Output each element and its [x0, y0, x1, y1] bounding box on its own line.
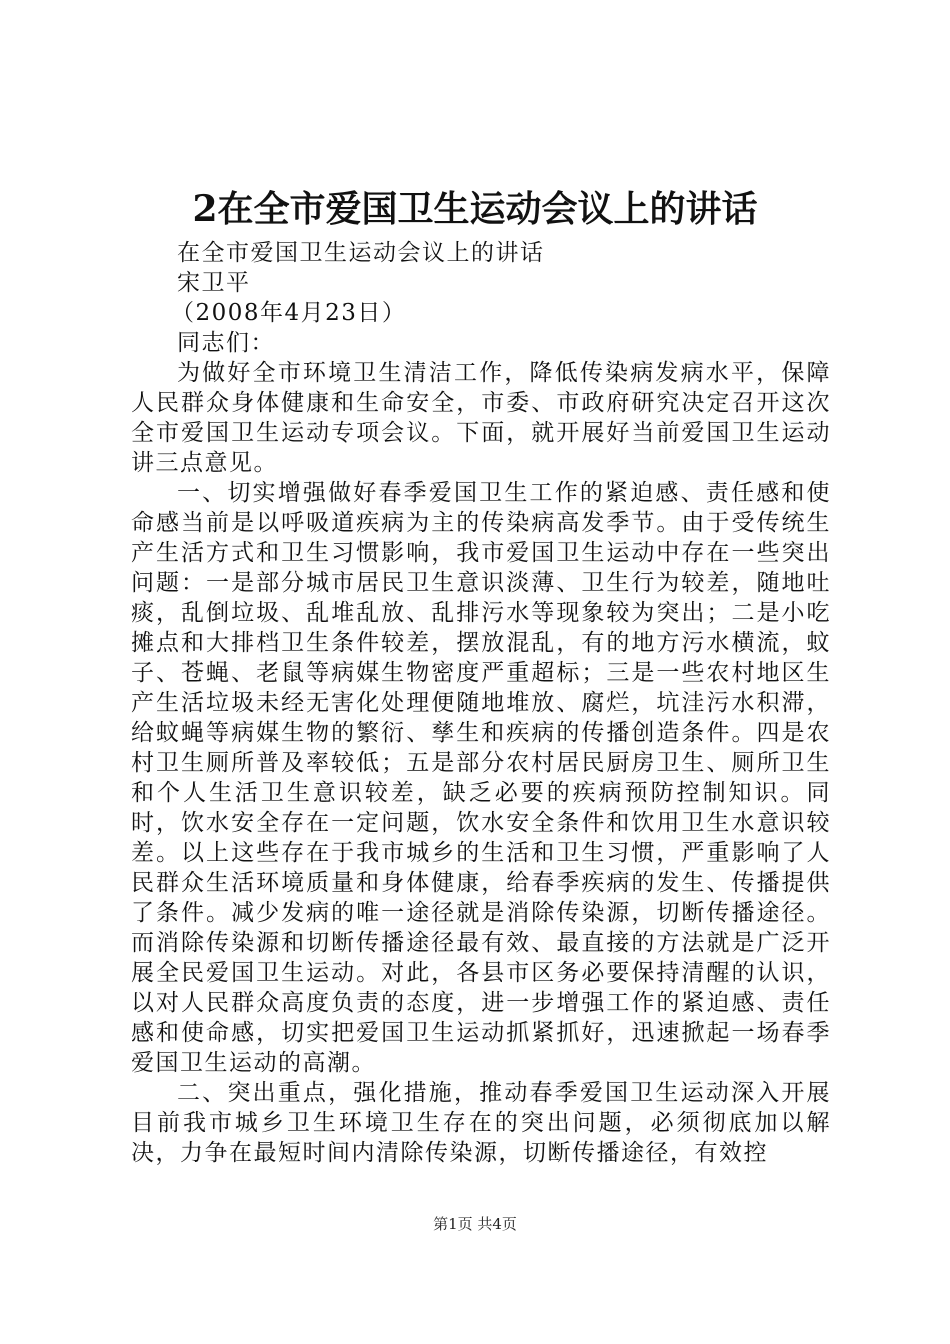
- speech-date: （2008年4月23日）: [171, 300, 407, 326]
- page-footer: 第1页 共4页: [433, 1215, 517, 1233]
- document-body: [131, 238, 831, 1168]
- body-paragraph: 为做好全市环境卫生清洁工作，降低传染病发病水平，保障人民群众身体健康和生命安全，市委、市政府研究决定召开这次全市爱国卫生运动专项会议。下面，就开展好当前爱国卫生运动讲三点意见。: [131, 360, 831, 476]
- body-paragraph: 二、突出重点，强化措施，推动春季爱国卫生运动深入开展目前我市城乡卫生环境卫生存在的突出问题，必须彻底加以解决，力争在最短时间内清除传染源，切断传播途径，有效控: [131, 1080, 831, 1166]
- body-paragraph: 一、切实增强做好春季爱国卫生工作的紧迫感、责任感和使命感当前是以呼吸道疾病为主的传染病高发季节。由于受传统生产生活方式和卫生习惯影响，我市爱国卫生运动中存在一些突出问题：一是部分城市居民卫生意识淡薄、卫生行为较差，随地吐痰，乱倒垃圾、乱堆乱放、乱排污水等现象较为突出；二是小吃摊点和大排档卫生条件较差，摆放混乱，有的地方污水横流，蚊子、苍蝇、老鼠等病媒生物密度严重超标；三是一些农村地区生产生活垃圾未经无害化处理便随地堆放、腐烂，坑洼污水积滞，给蚊蝇等病媒生物的繁衍、孳生和疾病的传播创造条件。四是农村卫生厕所普及率较低；五是部分农村居民厨房卫生、厕所卫生和个人生活卫生意识较差，缺乏必要的疾病预防控制知识。同时，饮水安全存在一定问题，饮水安全条件和饮用卫生水意识较差。以上这些存在于我市城乡的生活和卫生习惯，严重影响了人民群众生活环境质量和身体健康，给春季疾病的发生、传播提供了条件。减少发病的唯一途径就是消除传染源，切断传播途径。而消除传染源和切断传播途径最有效、最直接的方法就是广泛开展全民爱国卫生运动。对此，各县市区务必要保持清醒的认识，以对人民群众高度负责的态度，进一步增强工作的紧迫感、责任感和使命感，切实把爱国卫生运动抓紧抓好，迅速掀起一场春季爱国卫生运动的高潮。: [131, 480, 831, 1076]
- speaker-name: 宋卫平: [177, 270, 251, 296]
- salutation: 同志们：: [177, 330, 275, 356]
- document-title: 2在全市爱国卫生运动会议上的讲话: [192, 188, 758, 230]
- speech-heading: 在全市爱国卫生运动会议上的讲话: [177, 240, 545, 266]
